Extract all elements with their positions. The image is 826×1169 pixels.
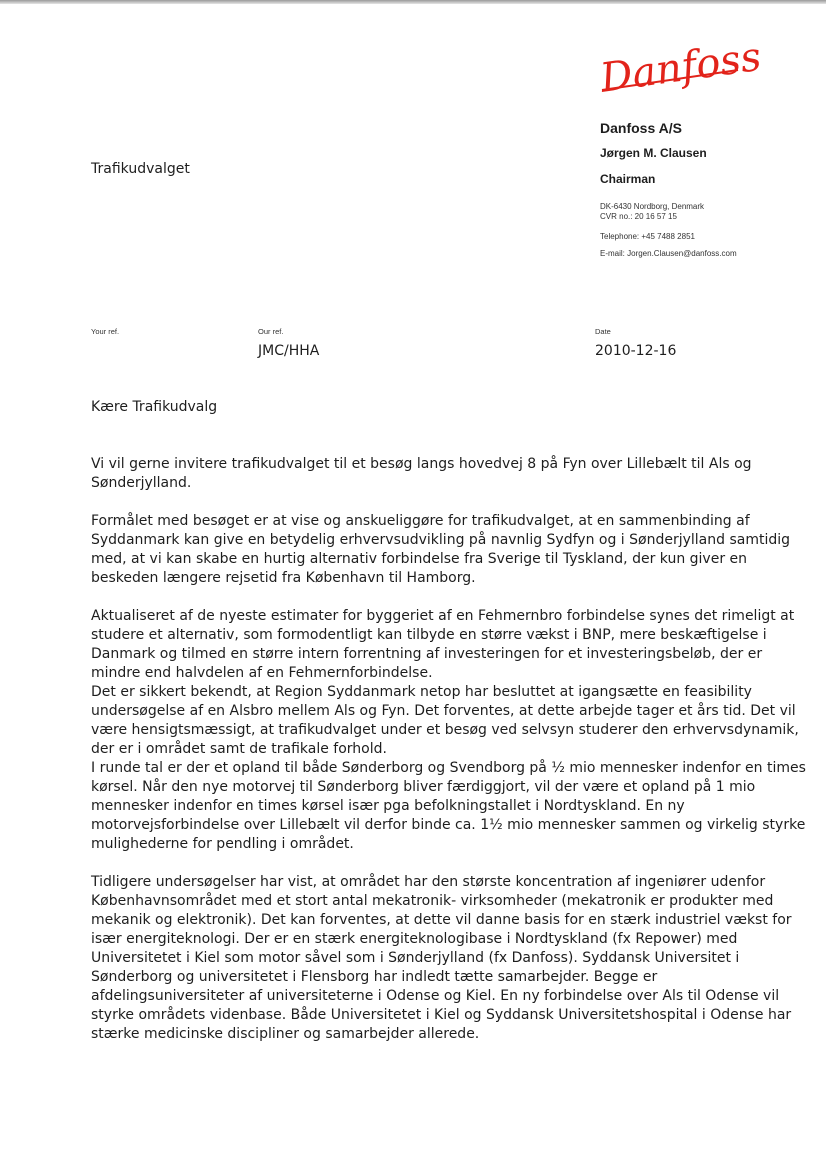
salutation: Kære Trafikudvalg <box>91 399 218 415</box>
danfoss-logo <box>597 33 764 102</box>
sender-name: Jørgen M. Clausen <box>600 146 707 160</box>
date-label: Date <box>595 327 611 336</box>
date-value: 2010-12-16 <box>595 343 677 359</box>
address-line-2: CVR no.: 20 16 57 15 <box>600 212 677 221</box>
svg-text:Danfoss: Danfoss <box>597 33 764 102</box>
sender-telephone: Telephone: +45 7488 2851 <box>600 232 695 241</box>
sender-email: E-mail: Jorgen.Clausen@danfoss.com <box>600 249 737 258</box>
paragraph-3a: Aktualiseret af de nyeste estimater for byggeriet af en Fehmernbro forbindelse synes det rimeligt at studere et alternativ, som formodentligt kan tilbyde en større vækst i BNP, mere beskæftigelse i Danmark og tilmed en større intern forrentning af investeringen for et investeringsbeløb, der er mindre end halvdelen af en Fehmernforbindelse. <box>91 608 795 681</box>
sender-address <box>600 202 820 222</box>
sender-block <box>600 120 820 259</box>
paragraph-3c: I runde tal er der et opland til både Sønderborg og Svendborg på ½ mio mennesker indenfor en times kørsel. Når den nye motorvej til Sønderborg bliver færdiggjort, vil der være et opland på 1 mio mennesker indenfor en times kørsel især pga befolkningstallet i Nordtyskland. En ny motorvejsforbindelse over Lillebælt vil derfor binde ca. 1½ mio mennesker sammen og virkelig styrke mulighederne for pendling i området. <box>91 760 806 852</box>
paragraph-1: Vi vil gerne invitere trafikudvalget til et besøg langs hovedvej 8 på Fyn over Lillebælt til Als og Sønderjylland. <box>91 456 752 491</box>
sender-title: Chairman <box>600 172 656 186</box>
paragraph-4: Tidligere undersøgelser har vist, at området har den største koncentration af ingeniører udenfor Københavnsområdet med et stort antal mekatronik- virksomheder (mekatronik er produkter med mekanik og elektronik). Det kan forventes, at dette vil danne basis for en stærk industriel vækst for især energiteknologi. Der er en stærk energiteknologibase i Nordtyskland (fx Repower) med Universitetet i Kiel som motor såvel som i Sønderjylland (fx Danfoss). Syddansk Universitet i Sønderborg og universitetet i Flensborg har indledt tætte samarbejder. Begge er afdelingsuniversiteter af universiteterne i Odense og Kiel. En ny forbindelse over Als til Odense vil styrke områdets videnbase. Både Universitetet i Kiel og Syddansk Universitetshospital i Odense har stærke medicinske discipliner og samarbejder allerede. <box>91 874 792 1042</box>
letter-body <box>91 398 811 1044</box>
our-ref-value: JMC/HHA <box>258 343 320 359</box>
paragraph-3b: Det er sikkert bekendt, at Region Syddanmark netop har besluttet at igangsætte en feasibility undersøgelse af en Alsbro mellem Als og Fyn. Det forventes, at dette arbejde tager et års tid. Det vil være hensigtsmæssigt, at trafikudvalget under et besøg ved selvsyn studerer den erhvervsdynamik, der er i området samt de trafikale forhold. <box>91 684 799 757</box>
address-line-1: DK-6430 Nordborg, Denmark <box>600 202 705 211</box>
our-ref-label: Our ref. <box>258 327 284 336</box>
recipient: Trafikudvalget <box>91 161 190 177</box>
your-ref-label: Your ref. <box>91 327 120 336</box>
top-edge-line <box>0 0 826 4</box>
paragraph-2: Formålet med besøget er at vise og anskueliggøre for trafikudvalget, at en sammenbinding af Syddanmark kan give en betydelig erhvervsudvikling på navnlig Sydfyn og i Sønderjylland samtidig med, at vi kan skabe en hurtig alternativ forbindelse fra Sverige til Tyskland, der kun giver en beskeden længere rejsetid fra København til Hamborg. <box>91 513 791 586</box>
sender-company: Danfoss A/S <box>600 120 682 136</box>
